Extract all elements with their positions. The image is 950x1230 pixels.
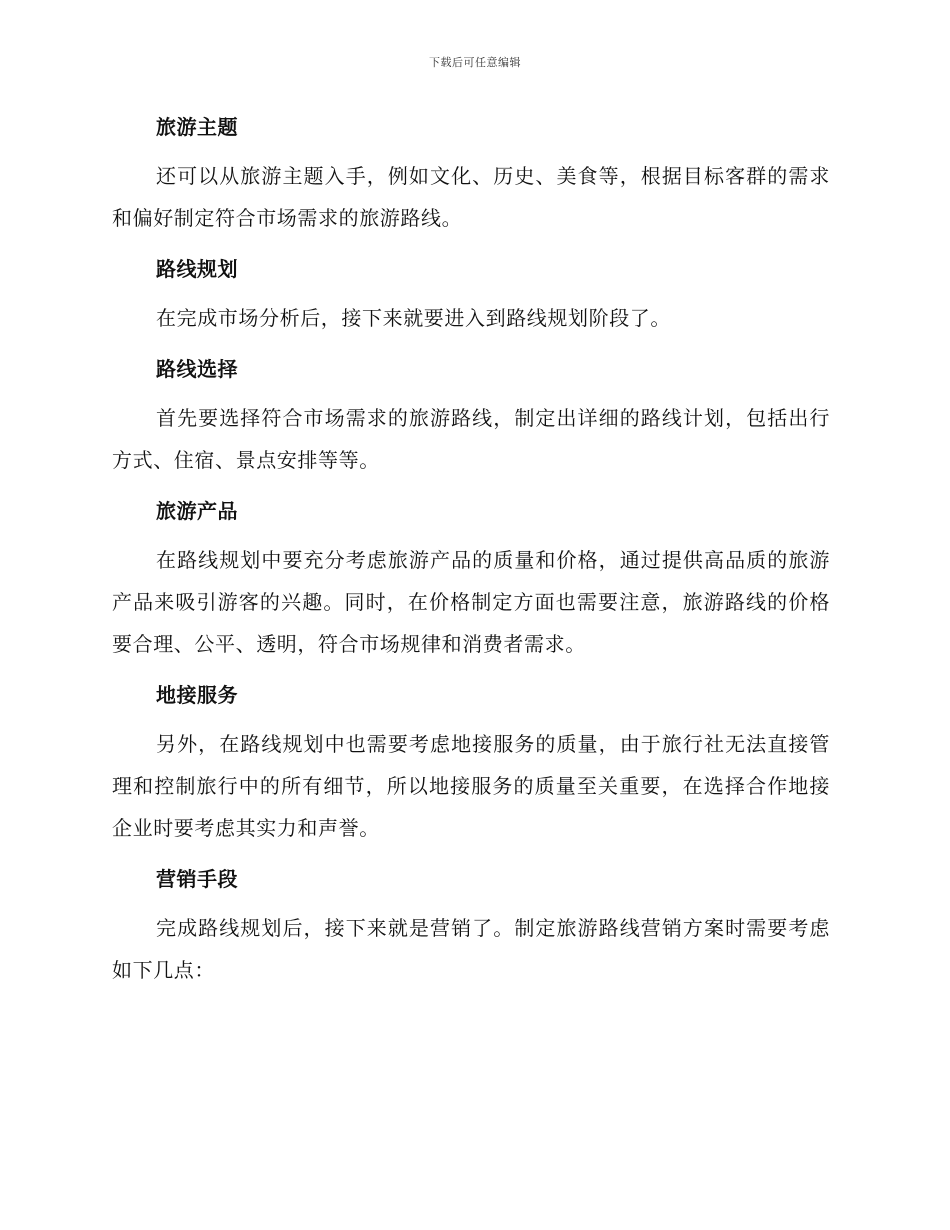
section-heading: 旅游产品 <box>156 499 238 523</box>
section-paragraph: 另外，在路线规划中也需要考虑地接服务的质量，由于旅行社无法直接管理和控制旅行中的所有细节，所以地接服务的质量至关重要，在选择合作地接企业时要考虑其实力和声誉。 <box>112 732 830 840</box>
section-paragraph: 还可以从旅游主题入手，例如文化、历史、美食等，根据目标客群的需求和偏好制定符合市场需求的旅游路线。 <box>112 164 830 230</box>
section-heading: 地接服务 <box>156 683 238 707</box>
section-heading: 路线选择 <box>156 357 238 381</box>
section-route-planning <box>112 250 830 339</box>
section-paragraph: 完成路线规划后，接下来就是营销了。制定旅游路线营销方案时需要考虑如下几点： <box>112 916 830 982</box>
section-travel-theme <box>112 108 830 239</box>
section-heading: 营销手段 <box>156 867 238 891</box>
document-body <box>112 108 830 1002</box>
section-paragraph: 在路线规划中要充分考虑旅游产品的质量和价格，通过提供高品质的旅游产品来吸引游客的兴趣。同时，在价格制定方面也需要注意，旅游路线的价格要合理、公平、透明，符合市场规律和消费者需求。 <box>112 548 830 656</box>
section-local-services <box>112 676 830 849</box>
section-heading: 旅游主题 <box>156 115 238 139</box>
section-travel-products <box>112 492 830 665</box>
section-route-selection <box>112 350 830 481</box>
section-paragraph: 首先要选择符合市场需求的旅游路线，制定出详细的路线计划，包括出行方式、住宿、景点安排等等。 <box>112 406 830 472</box>
page-header: 下载后可任意编辑 <box>429 56 521 69</box>
section-heading: 路线规划 <box>156 257 238 281</box>
section-marketing <box>112 860 830 991</box>
section-paragraph: 在完成市场分析后，接下来就要进入到路线规划阶段了。 <box>156 306 671 330</box>
